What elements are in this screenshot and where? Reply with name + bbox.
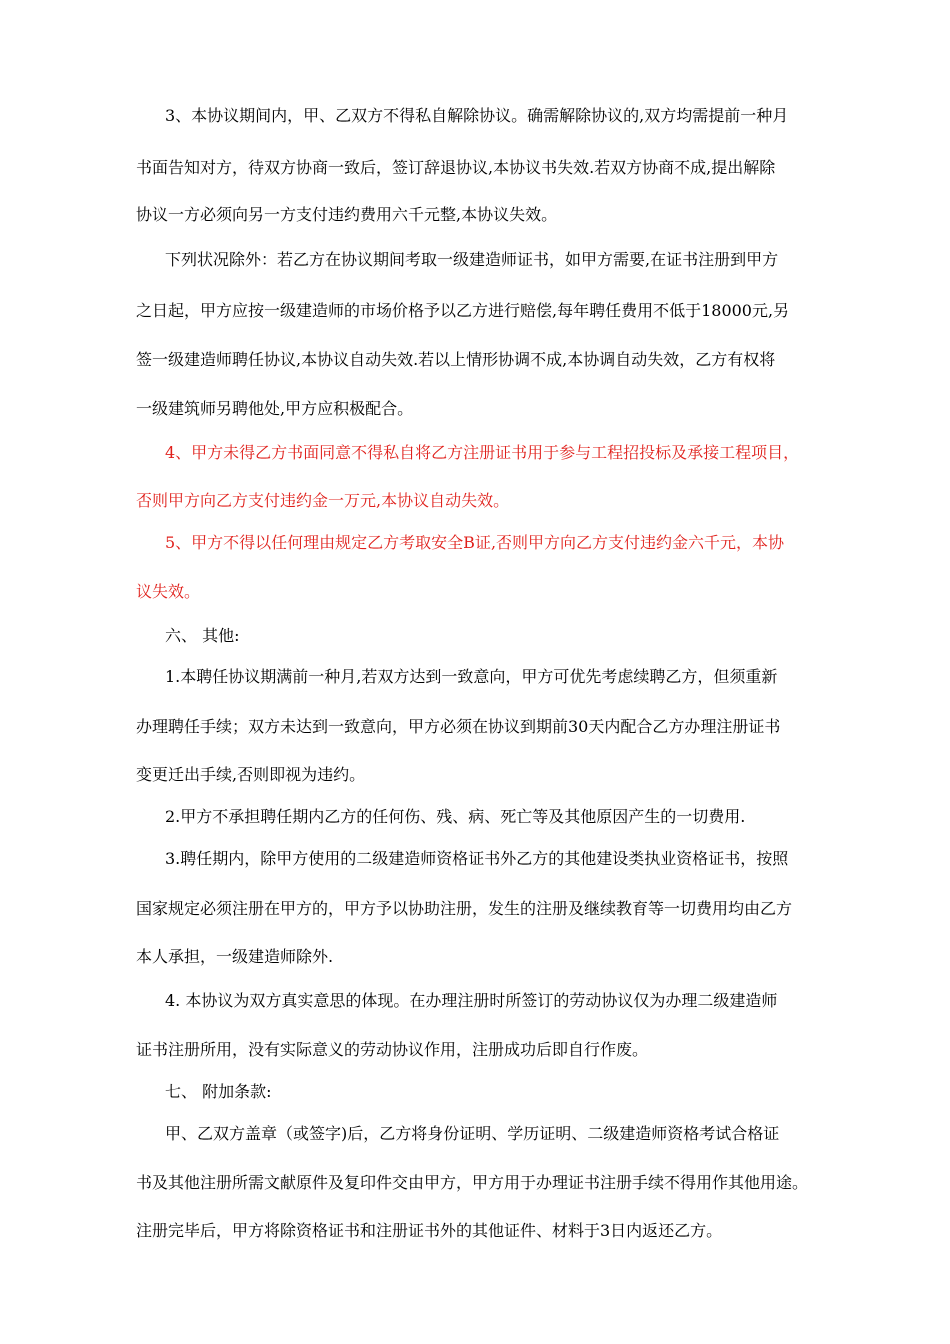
item-1-line-2: 办理聘任手续；双方未达到一致意向，甲方必须在协议到期前30天内配合乙方办理注册证书 (136, 717, 781, 736)
exception-line-4: 一级建筑师另聘他处,甲方应积极配合。 (136, 399, 414, 418)
clause-3-line-1: 3、本协议期间内，甲、乙双方不得私自解除协议。确需解除协议的,双方均需提前一种月 (165, 106, 789, 125)
appendix-line-2: 书及其他注册所需文献原件及复印件交由甲方，甲方用于办理证书注册手续不得用作其他用途。 (136, 1173, 809, 1192)
clause-4-line-1: 4、甲方未得乙方书面同意不得私自将乙方注册证书用于参与工程招投标及承接工程项目， (165, 443, 800, 462)
item-2-line-1: 2.甲方不承担聘任期内乙方的任何伤、残、病、死亡等及其他原因产生的一切费用. (165, 807, 746, 826)
item-1-line-1: 1.本聘任协议期满前一种月,若双方达到一致意向，甲方可优先考虑续聘乙方，但须重新 (165, 667, 778, 686)
section-seven-heading: 七、 附加条款: (165, 1082, 272, 1101)
item-3-line-2: 国家规定必须注册在甲方的，甲方予以协助注册，发生的注册及继续教育等一切费用均由乙方 (136, 899, 793, 918)
clause-4-line-2: 否则甲方向乙方支付违约金一万元,本协议自动失效。 (136, 491, 510, 510)
section-six-heading: 六、 其他: (165, 626, 240, 645)
item-1-line-3: 变更迁出手续,否则即视为违约。 (136, 765, 366, 784)
item-4-line-1: 4. 本协议为双方真实意思的体现。在办理注册时所签订的劳动协议仅为办理二级建造师 (165, 991, 778, 1010)
appendix-line-3: 注册完毕后，甲方将除资格证书和注册证书外的其他证件、材料于3日内返还乙方。 (136, 1221, 723, 1240)
item-4-line-2: 证书注册所用，没有实际意义的劳动协议作用，注册成功后即自行作废。 (136, 1040, 649, 1059)
exception-line-2: 之日起，甲方应按一级建造师的市场价格予以乙方进行赔偿,每年聘任费用不低于18000元,另 (136, 301, 790, 320)
item-3-line-1: 3.聘任期内，除甲方使用的二级建造师资格证书外乙方的其他建设类执业资格证书，按照 (165, 849, 789, 868)
clause-3-line-3: 协议一方必须向另一方支付违约费用六千元整,本协议失效。 (136, 205, 558, 224)
clause-3-line-2: 书面告知对方，待双方协商一致后，签订辞退协议,本协议书失效.若双方协商不成,提出解除 (136, 158, 776, 177)
exception-line-1: 下列状况除外：若乙方在协议期间考取一级建造师证书，如甲方需要,在证书注册到甲方 (165, 250, 779, 269)
item-3-line-3: 本人承担，一级建造师除外. (136, 947, 334, 966)
appendix-line-1: 甲、乙双方盖章（或签字)后，乙方将身份证明、学历证明、二级建造师资格考试合格证 (165, 1124, 780, 1143)
clause-5-line-2: 议失效。 (136, 582, 201, 601)
exception-line-3: 签一级建造师聘任协议,本协议自动失效.若以上情形协调不成,本协调自动失效，乙方有权将 (136, 350, 776, 369)
clause-5-line-1: 5、甲方不得以任何理由规定乙方考取安全B证,否则甲方向乙方支付违约金六千元，本协 (165, 533, 785, 552)
